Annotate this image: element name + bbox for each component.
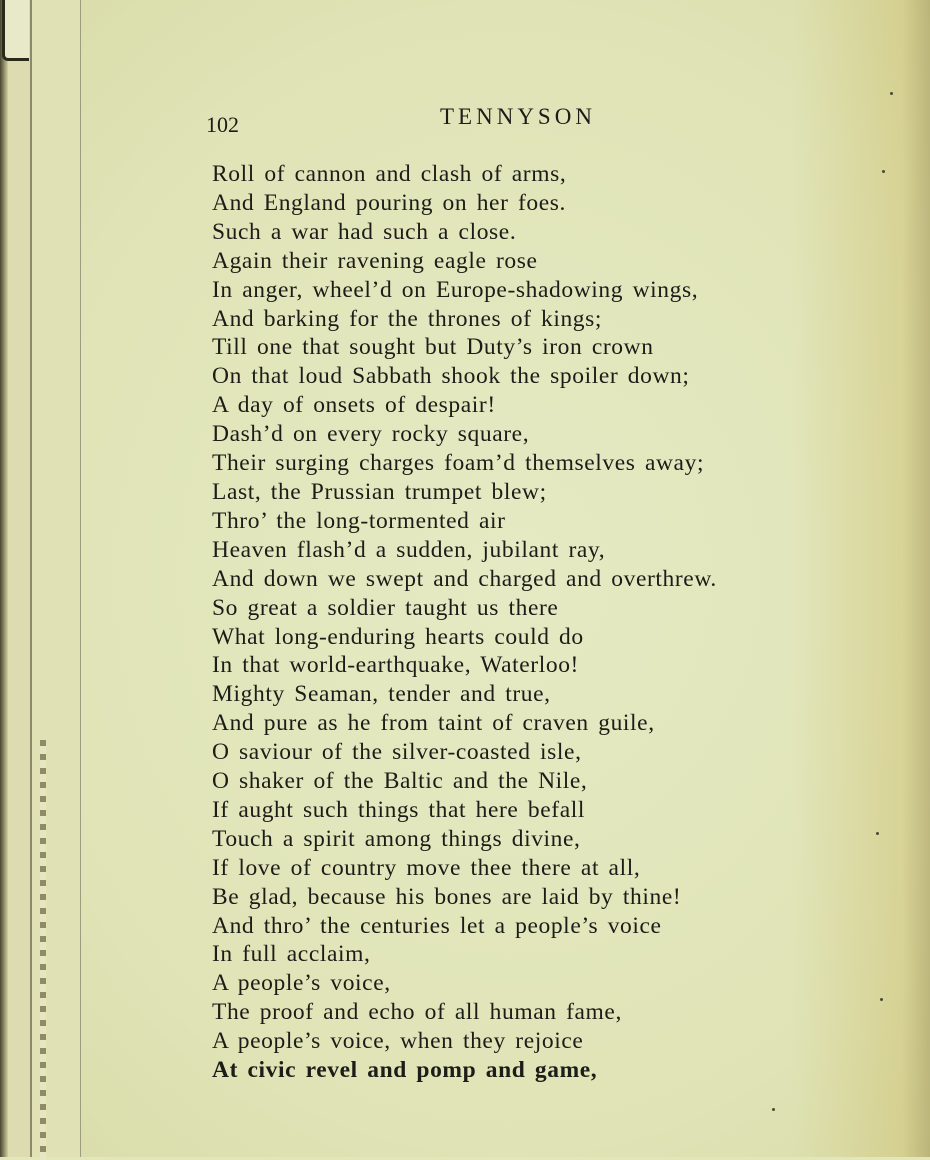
paper-speck (880, 998, 883, 1001)
poem-line: A people’s voice, (212, 970, 391, 997)
poem-line: Be glad, because his bones are laid by thine! (212, 883, 682, 910)
page-number: 102 (206, 112, 239, 137)
poem-line: The proof and echo of all human fame, (212, 999, 622, 1026)
poem-line: If love of country move thee there at all, (212, 854, 641, 881)
running-title: TENNYSON (440, 104, 596, 129)
poem-line: And pure as he from taint of craven guile, (212, 710, 655, 737)
poem-line: And thro’ the centuries let a people’s voice (212, 912, 662, 939)
poem-line: So great a soldier taught us there (212, 594, 559, 621)
poem-line: If aught such things that here befall (212, 796, 586, 823)
poem-line: And down we swept and charged and overthrew. (212, 565, 717, 592)
poem-text (212, 160, 852, 1085)
poem-line: Thro’ the long-tormented air (212, 507, 506, 534)
poem-line: At civic revel and pomp and game, (212, 1057, 598, 1084)
poem-line: Dash’d on every rocky square, (212, 421, 530, 448)
poem-line: A people’s voice, when they rejoice (212, 1028, 584, 1055)
poem-line: In full acclaim, (212, 941, 371, 968)
poem-line: A day of onsets of despair! (212, 392, 496, 419)
paper-speck (876, 832, 879, 835)
book-spine-edge (0, 0, 8, 1157)
poem-line: In anger, wheel’d on Europe-shadowing wings, (212, 276, 699, 303)
poem-line: Last, the Prussian trumpet blew; (212, 478, 547, 505)
poem-line: What long-enduring hearts could do (212, 623, 584, 650)
poem-line: Roll of cannon and clash of arms, (212, 161, 567, 187)
torn-page-fringe (40, 740, 46, 1160)
page-corner-tab (2, 0, 29, 61)
page-stack-edge (8, 0, 32, 1157)
poem-line: In that world-earthquake, Waterloo! (212, 652, 579, 679)
poem-line: O saviour of the silver-coasted isle, (212, 739, 582, 766)
poem-line: Mighty Seaman, tender and true, (212, 681, 551, 708)
poem-line: And barking for the thrones of kings; (212, 305, 603, 332)
poem-line: Their surging charges foam’d themselves away; (212, 450, 705, 477)
poem-line: Heaven flash’d a sudden, jubilant ray, (212, 536, 606, 563)
paper-speck (882, 170, 885, 173)
poem-line: And England pouring on her foes. (212, 189, 566, 216)
poem-line: On that loud Sabbath shook the spoiler down; (212, 363, 690, 390)
poem-line: Till one that sought but Duty’s iron crown (212, 334, 654, 361)
running-head (206, 104, 636, 137)
poem-line: O shaker of the Baltic and the Nile, (212, 768, 588, 795)
paper-speck (772, 1108, 775, 1111)
poem-line: Again their ravening eagle rose (212, 247, 538, 274)
poem-line: Such a war had such a close. (212, 218, 517, 245)
paper-speck (890, 92, 893, 95)
poem-line: Touch a spirit among things divine, (212, 825, 581, 852)
